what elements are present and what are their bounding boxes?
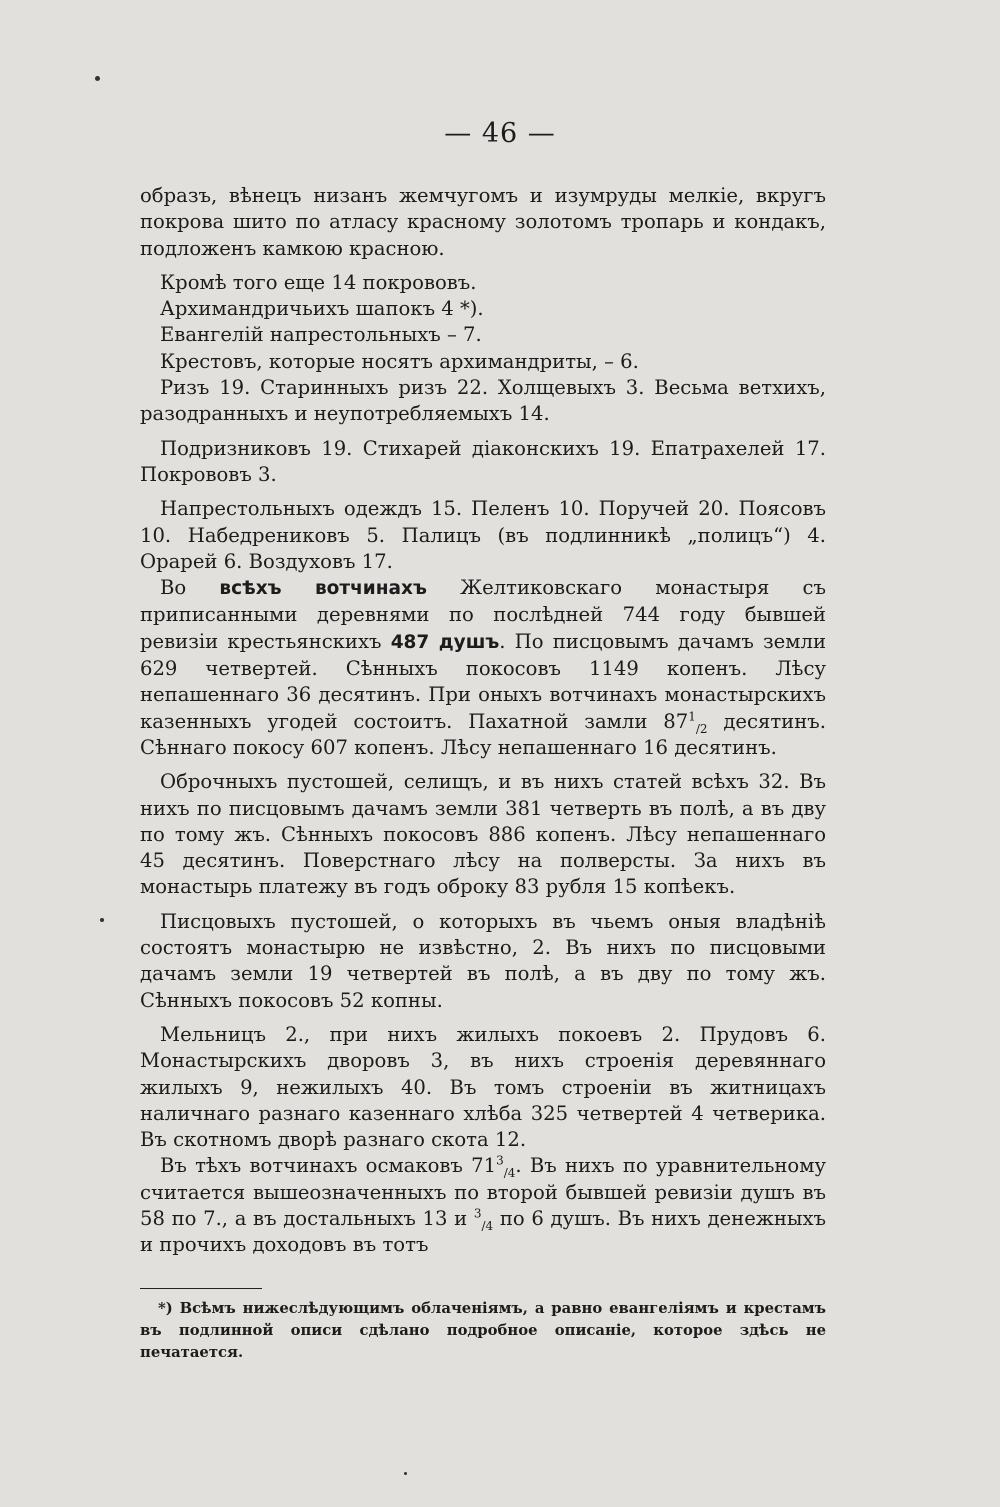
ink-speck bbox=[100, 918, 104, 922]
paragraph: Архимандричьихъ шапокъ 4 *). bbox=[160, 297, 484, 321]
paragraph: Подризниковъ 19. Стихарей діаконскихъ 19. Епатрахелей 17. Покрововъ 3. bbox=[140, 436, 826, 486]
ink-speck bbox=[95, 76, 100, 81]
paragraph: Кромѣ того еще 14 покрововъ. bbox=[160, 270, 477, 294]
text-run: Въ тѣхъ вотчинахъ осмаковъ 71 bbox=[160, 1154, 497, 1178]
fraction-denominator: /4 bbox=[503, 1166, 516, 1181]
footnote: *) Всѣмъ нижеслѣдующимъ облаченіямъ, а равно евангеліямъ и крестамъ въ подлинной описи сдѣлано подробное описаніе, которое здѣсь не печатается. bbox=[140, 1300, 826, 1361]
text-run: десятинъ. Сѣннаго покосу 607 копенъ. Лѣсу непашеннаго 16 десятинъ. bbox=[140, 709, 826, 759]
fraction-numerator: 1 bbox=[688, 709, 696, 724]
bold-run: всѣхъ вотчинахъ bbox=[219, 578, 427, 600]
text-run: по 6 душъ. Въ нихъ денежныхъ и прочихъ доходовъ въ тотъ bbox=[140, 1206, 826, 1257]
text-run: Во bbox=[160, 576, 220, 600]
fraction-numerator: 3 bbox=[496, 1153, 504, 1168]
paragraph: Ризъ 19. Старинныхъ ризъ 22. Холщевыхъ 3. Весьма ветхихъ, разодранныхъ и неупотребляемыхъ 14. bbox=[140, 376, 826, 426]
paragraph: Крестовъ, которые носятъ архимандриты, – 6. bbox=[160, 349, 639, 373]
footnote-rule bbox=[140, 1288, 262, 1289]
paragraph-last bbox=[140, 1153, 826, 1258]
fraction-denominator: /2 bbox=[695, 721, 708, 736]
paragraph: Писцовыхъ пустошей, о которыхъ въ чьемъ оныя владѣніѣ состоятъ монастырю не извѣстно, 2. Въ нихъ по писцовыми дачамъ земли 19 четвертей въ полѣ, а въ дву по тому жъ. Сѣнныхъ покосовъ 52 копны. bbox=[140, 909, 826, 1012]
body-text bbox=[140, 183, 826, 1259]
paragraph: образъ, вѣнецъ низанъ жемчугомъ и изумруды мелкіе, вкругъ покрова шито по атласу красному золотомъ тропарь и кондакъ, подложенъ камкою красною. bbox=[140, 184, 826, 260]
ink-speck bbox=[404, 1472, 407, 1475]
text-run: Желтиковскаго монастыря съ приписанными деревнями по послѣдней 744 году бывшей ревизіи крестьянскихъ bbox=[140, 576, 826, 653]
text-run: . Въ нихъ по уравнительному считается вышеозначенныхъ по второй бывшей ревизіи душъ въ 58 по 7., а въ достальныхъ 13 и bbox=[140, 1154, 826, 1230]
paragraph-vo bbox=[140, 575, 826, 761]
fraction-numerator: 3 bbox=[473, 1206, 482, 1221]
paragraph: Евангелій напрестольныхъ – 7. bbox=[160, 323, 482, 347]
paragraph: Оброчныхъ пустошей, селищъ, и въ нихъ статей всѣхъ 32. Въ нихъ по писцовымъ дачамъ земли 381 четверть въ полѣ, а въ дву по тому жъ. Сѣнныхъ покосовъ 886 копенъ. Лѣсу непашеннаго 45 десятинъ. Поверстнаго лѣсу на полверсты. За нихъ въ монастырь платежу въ годъ оброку 83 рубля 15 копѣекъ. bbox=[140, 770, 826, 899]
page-number: — 46 — bbox=[444, 118, 556, 149]
text-run: . По писцовымъ дачамъ земли 629 четвертей. Сѣнныхъ покосовъ 1149 копенъ. Лѣсу непашеннаго 36 десятинъ. При оныхъ вотчинахъ монастырскихъ казенныхъ угодей состоитъ. Пахатной замли 87 bbox=[140, 629, 827, 733]
paragraph: Напрестольныхъ одеждъ 15. Пеленъ 10. Поручей 20. Поясовъ 10. Набедрениковъ 5. Палицъ (въ подлинникѣ „полицъ“) 4. Орарей 6. Воздуховъ 17. bbox=[140, 497, 826, 573]
paragraph: Мельницъ 2., при нихъ жилыхъ покоевъ 2. Прудовъ 6. Монастырскихъ дворовъ 3, въ нихъ строенія деревяннаго жилыхъ 9, нежилыхъ 40. Въ томъ строеніи въ житницахъ наличнаго разнаго казеннаго хлѣба 325 четвертей 4 четверика. Въ скотномъ дворѣ разнаго скота 12. bbox=[140, 1022, 826, 1152]
bold-run: 487 душъ bbox=[390, 631, 500, 653]
fraction-denominator: /4 bbox=[481, 1218, 494, 1233]
